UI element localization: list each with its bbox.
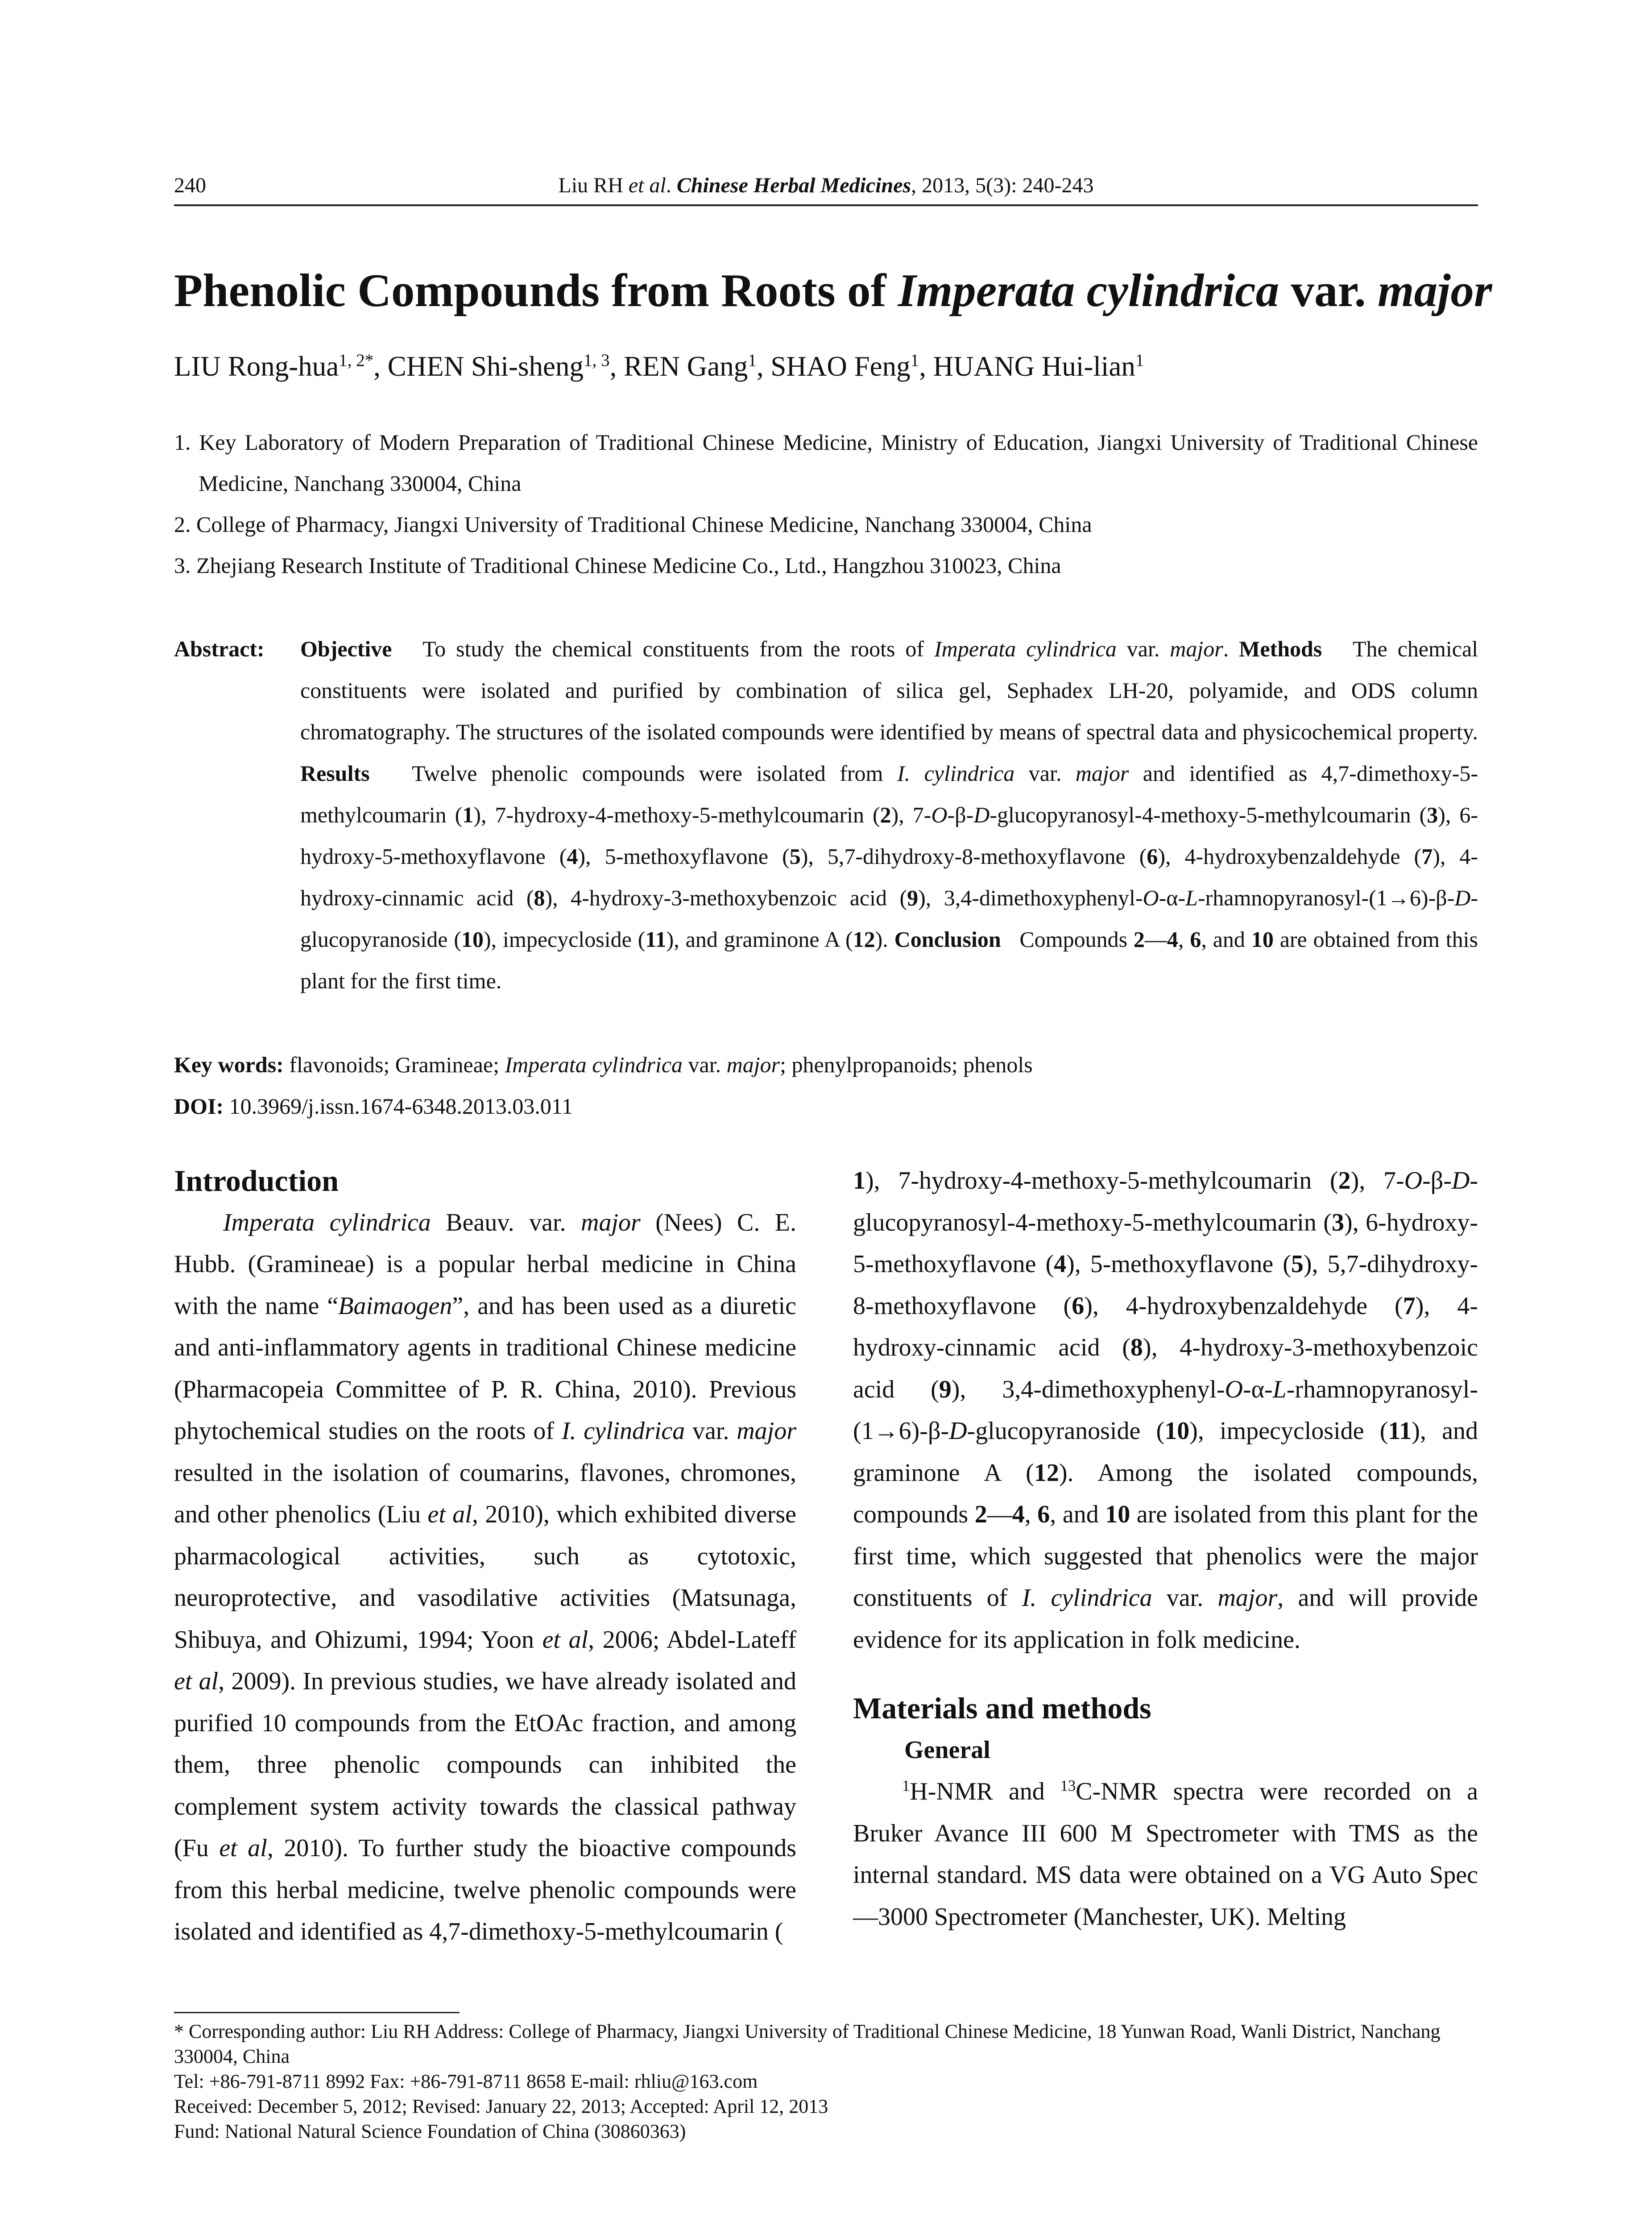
- author-affiliation-mark: 1: [1135, 351, 1144, 370]
- body-text: ), 7-: [1350, 1167, 1404, 1194]
- abstract-text: ), 6-hydroxy-5-methoxyflavone (: [300, 802, 1478, 869]
- abstract-text: ), 4-hydroxy-cinnamic acid (: [300, 844, 1478, 910]
- abstract-text: Twelve phenolic compounds were isolated from: [412, 761, 897, 786]
- herb-name: Baimaogen: [338, 1292, 452, 1320]
- abstract-body: [300, 628, 1478, 1002]
- compound-number: 3: [1427, 802, 1438, 827]
- body-text: ”, and has been used as a diuretic and anti-inflammatory agents in traditional Chinese medicine (Pharmacopeia Committee of P. R. China, 2010). Previous phytochemical studies on the roots of: [174, 1292, 796, 1445]
- body-text: var.: [1152, 1584, 1218, 1612]
- objective-label: Objective: [300, 636, 392, 661]
- species-name: I. cylindrica: [561, 1417, 685, 1445]
- general-paragraph: [853, 1771, 1478, 1938]
- abstract-text: and identified as 4,7-dimethoxy-5-methylcoumarin (: [300, 761, 1478, 827]
- variety-name: major: [1075, 761, 1129, 786]
- body-text: , 2010). To further study the bioactive compounds from this herbal medicine, twelve phenolic compounds were isolated and identified as 4,7-dimethoxy-5-methylcoumarin (: [174, 1834, 796, 1945]
- compound-number: 2: [974, 1501, 987, 1528]
- compound-number: 3: [1331, 1208, 1344, 1236]
- body-text: -glucopyranoside (: [967, 1417, 1165, 1445]
- isotope-superscript: 13: [1060, 1777, 1076, 1795]
- abstract-text: The chemical constituents were isolated and purified by combination of silica gel, Sephadex LH-20, polyamide, and ODS column chromatography. The structures of the isolated compounds were identified by means of spectral data and physicochemical property.: [300, 636, 1478, 744]
- abstract-text: are obtained from this plant for the first time.: [300, 927, 1478, 993]
- citation-author: Liu RH: [558, 174, 629, 197]
- compound-number: 12: [1034, 1459, 1059, 1487]
- abstract-text: ).: [875, 927, 894, 952]
- compound-number: 6: [1147, 844, 1158, 869]
- abstract-text: ,: [1178, 927, 1190, 952]
- footnote-dates: Received: December 5, 2012; Revised: January 22, 2013; Accepted: April 12, 2013: [174, 2095, 828, 2117]
- body-text: C-NMR spectra were recorded on a Bruker Avance III 600 M Spectrometer with TMS as the internal standard. MS data were obtained on a VG Auto Spec—3000 Spectrometer (Manchester, UK). Melting: [853, 1778, 1478, 1931]
- compound-number: 4: [1167, 927, 1178, 952]
- body-text: —: [987, 1501, 1012, 1528]
- citation-etal: et al: [628, 174, 666, 197]
- body-text: ), 5,7-dihydroxy-8-methoxyflavone (: [853, 1250, 1478, 1320]
- abstract-text: ), 7-: [891, 802, 932, 827]
- body-text: ), 4-hydroxy-3-methoxybenzoic acid (: [853, 1334, 1478, 1403]
- compound-number: 4: [1054, 1250, 1067, 1278]
- body-text: , 2006; Abdel-Lateff: [588, 1626, 797, 1654]
- variety-name: major: [726, 1052, 780, 1077]
- species-name: I. cylindrica: [897, 761, 1015, 786]
- compound-number: 4: [1012, 1501, 1025, 1528]
- right-column: [853, 1160, 1478, 1938]
- abstract-label: Abstract:: [174, 636, 265, 661]
- abstract-text: ), and graminone A (: [666, 927, 853, 952]
- italic-prefix: L: [1272, 1375, 1287, 1403]
- keywords-text: ; phenylpropanoids; phenols: [780, 1052, 1033, 1077]
- abstract-text: ), 5-methoxyflavone (: [578, 844, 790, 869]
- doi-value: 10.3969/j.issn.1674-6348.2013.03.011: [224, 1094, 573, 1119]
- compound-number: 6: [1072, 1292, 1085, 1320]
- keywords-text: flavonoids; Gramineae;: [283, 1052, 505, 1077]
- compound-number: 1: [462, 802, 474, 827]
- compound-number: 4: [567, 844, 578, 869]
- abstract-text: ), 7-hydroxy-4-methoxy-5-methylcoumarin (: [473, 802, 880, 827]
- species-name: I. cylindrica: [1022, 1584, 1152, 1612]
- doi-label: DOI:: [174, 1094, 224, 1119]
- abstract-text: -rhamnopyranosyl-(1→6)-β-: [1197, 885, 1455, 910]
- body-text: , and will provide evidence for its application in folk medicine.: [853, 1584, 1478, 1654]
- methods-label: Methods: [1239, 636, 1322, 661]
- section-spacer: [853, 1661, 1478, 1688]
- left-column: [174, 1160, 796, 1953]
- compound-number: 11: [1388, 1417, 1412, 1445]
- compound-number: 1: [853, 1167, 865, 1194]
- doi: [174, 1086, 1478, 1127]
- citation-dot: .: [666, 174, 677, 197]
- footnote-corresponding: * Corresponding author: Liu RH Address: College of Pharmacy, Jiangxi University of Traditional Chinese Medicine, 18 Yunwan Road, Wanli District, Nanchang 330004, China: [174, 2020, 1441, 2067]
- author-name: , REN Gang: [609, 351, 748, 382]
- keywords-label: Key words:: [174, 1052, 284, 1077]
- compound-number: 2: [880, 802, 891, 827]
- body-text: are isolated from this plant for the first time, which suggested that phenolics were the major constituents of: [853, 1501, 1478, 1612]
- body-text: ), 7-hydroxy-4-methoxy-5-methylcoumarin (: [865, 1167, 1338, 1194]
- compound-number: 10: [1105, 1501, 1130, 1528]
- page-number: 240: [174, 174, 206, 197]
- keywords-block: [174, 1044, 1478, 1127]
- citation-rest: , 2013, 5(3): 240-243: [911, 174, 1094, 197]
- et-al: et al: [542, 1626, 588, 1654]
- italic-prefix: O: [1143, 885, 1159, 910]
- variety-name: major: [581, 1208, 641, 1236]
- species-name: Imperata cylindrica: [223, 1208, 431, 1236]
- et-al: et al: [427, 1501, 472, 1528]
- conclusion-label: Conclusion: [894, 927, 1001, 952]
- body-text: -glucopyranosyl-4-methoxy-5-methylcoumarin (: [853, 1167, 1478, 1236]
- abstract-text: var.: [1014, 761, 1076, 786]
- abstract-text: ), 4-hydroxy-3-methoxybenzoic acid (: [545, 885, 907, 910]
- et-al: et al: [219, 1834, 267, 1862]
- compound-number: 11: [645, 927, 667, 952]
- keywords: [174, 1044, 1478, 1086]
- body-text: ), 5-methoxyflavone (: [1066, 1250, 1291, 1278]
- compound-number: 9: [907, 885, 919, 910]
- author-name: LIU Rong-hua: [174, 351, 339, 382]
- body-text: ), 4-hydroxy-cinnamic acid (: [853, 1292, 1478, 1361]
- abstract-text: Compounds: [1019, 927, 1134, 952]
- affiliation-1: 1. Key Laboratory of Modern Preparation of Traditional Chinese Medicine, Ministry of Education, Jiangxi University of Traditional Chinese Medicine, Nanchang 330004, China: [174, 430, 1478, 496]
- compound-number: 5: [789, 844, 801, 869]
- variety-name: major: [1170, 636, 1223, 661]
- footnote-contact: Tel: +86-791-8711 8992 Fax: +86-791-8711 8658 E-mail: rhliu@163.com: [174, 2070, 758, 2092]
- body-text: ), 4-hydroxybenzaldehyde (: [1084, 1292, 1403, 1320]
- compound-number: 6: [1037, 1501, 1050, 1528]
- abstract-text: var.: [1116, 636, 1170, 661]
- footnote-fund: Fund: National Natural Science Foundation of China (30860363): [174, 2120, 686, 2142]
- introduction-heading: Introduction: [174, 1164, 339, 1198]
- author-affiliation-mark: 1, 3: [584, 351, 610, 370]
- species-name: Imperata cylindrica: [934, 636, 1117, 661]
- abstract-text: -β-: [947, 802, 974, 827]
- title-part: var.: [1279, 264, 1378, 316]
- abstract-text: ), 3,4-dimethoxyphenyl-: [918, 885, 1143, 910]
- paper-title: [174, 263, 1492, 317]
- isotope-superscript: 1: [902, 1777, 910, 1795]
- italic-prefix: O: [1404, 1167, 1423, 1194]
- body-text: (Nees) C. E. Hubb. (Gramineae) is a popular herbal medicine in China with the name “: [174, 1208, 796, 1320]
- italic-prefix: D: [1451, 1167, 1470, 1194]
- author-name: , CHEN Shi-sheng: [373, 351, 584, 382]
- compound-number: 8: [1130, 1334, 1143, 1361]
- abstract-text: To study the chemical constituents from the roots of: [422, 636, 934, 661]
- italic-prefix: D: [949, 1417, 967, 1445]
- abstract-text: -glucopyranoside (: [300, 885, 1478, 952]
- title-part: Phenolic Compounds from Roots of: [174, 264, 898, 316]
- abstract-text: -glucopyranosyl-4-methoxy-5-methylcoumarin (: [990, 802, 1427, 827]
- italic-prefix: O: [1225, 1375, 1243, 1403]
- keywords-text: var.: [683, 1052, 727, 1077]
- abstract-text: .: [1223, 636, 1239, 661]
- abstract-text: ), 4-hydroxybenzaldehyde (: [1158, 844, 1422, 869]
- abstract-text: —: [1144, 927, 1167, 952]
- author-name: , HUANG Hui-lian: [919, 351, 1135, 382]
- compound-number: 10: [1164, 1417, 1190, 1445]
- italic-prefix: D: [1454, 885, 1471, 910]
- body-text: H-NMR and: [910, 1778, 1060, 1805]
- body-text: ), 6-hydroxy-5-methoxyflavone (: [853, 1208, 1478, 1278]
- body-text: ), impecycloside (: [1189, 1417, 1388, 1445]
- results-label: Results: [300, 761, 370, 786]
- body-text: Beauv. var.: [431, 1208, 581, 1236]
- footnote: [174, 2019, 1478, 2144]
- compound-number: 5: [1291, 1250, 1304, 1278]
- compound-number: 10: [461, 927, 484, 952]
- author-affiliation-mark: 1, 2*: [339, 351, 374, 370]
- compound-number: 6: [1190, 927, 1201, 952]
- body-text: , 2010), which exhibited diverse pharmacological activities, such as cytotoxic, neuroprotective, and vasodilative activities (Matsunaga, Shibuya, and Ohizumi, 1994; Yoon: [174, 1501, 796, 1654]
- compound-number: 2: [1338, 1167, 1351, 1194]
- italic-prefix: L: [1185, 885, 1198, 910]
- variety-name: major: [737, 1417, 797, 1445]
- author-affiliation-mark: 1: [910, 351, 919, 370]
- journal-citation: [174, 173, 1478, 198]
- compound-number: 10: [1251, 927, 1274, 952]
- body-text: , and: [1050, 1501, 1105, 1528]
- author-list: [174, 350, 1478, 383]
- affiliation-3: 3. Zhejiang Research Institute of Traditional Chinese Medicine Co., Ltd., Hangzhou 310023, China: [174, 553, 1061, 578]
- compound-number: 7: [1421, 844, 1433, 869]
- variety-name: major: [1217, 1584, 1278, 1612]
- affiliation-list: [174, 422, 1478, 586]
- compound-number: 7: [1403, 1292, 1416, 1320]
- body-text: resulted in the isolation of coumarins, flavones, chromones, and other phenolics (Liu: [174, 1459, 796, 1528]
- compound-number: 8: [534, 885, 545, 910]
- italic-prefix: D: [973, 802, 990, 827]
- body-text: var.: [685, 1417, 737, 1445]
- author-affiliation-mark: 1: [748, 351, 757, 370]
- author-name: , SHAO Feng: [756, 351, 911, 382]
- citation-journal: Chinese Herbal Medicines: [676, 174, 911, 197]
- body-text: ,: [1024, 1501, 1038, 1528]
- abstract-text: , and: [1201, 927, 1251, 952]
- body-text: -rhamnopyranosyl-(1→6)-β-: [853, 1375, 1478, 1445]
- title-variety: major: [1377, 264, 1492, 316]
- abstract-text: ), 5,7-dihydroxy-8-methoxyflavone (: [800, 844, 1147, 869]
- header-rule: [174, 204, 1478, 206]
- materials-heading: Materials and methods: [853, 1691, 1151, 1725]
- introduction-continued: [853, 1160, 1478, 1661]
- running-header: [174, 173, 1478, 204]
- body-text: , 2009). In previous studies, we have already isolated and purified 10 compounds from the EtOAc fraction, and among them, three phenolic compounds can inhibited the complement system activity towards the classical pathway (Fu: [174, 1667, 796, 1862]
- et-al: et al: [174, 1667, 219, 1695]
- species-name: Imperata cylindrica: [505, 1052, 683, 1077]
- general-subheading: General: [904, 1736, 990, 1764]
- compound-number: 9: [939, 1375, 952, 1403]
- affiliation-2: 2. College of Pharmacy, Jiangxi University of Traditional Chinese Medicine, Nanchang 330004, China: [174, 512, 1092, 537]
- italic-prefix: O: [931, 802, 948, 827]
- footnote-rule: [174, 2012, 460, 2013]
- body-text: -β-: [1422, 1167, 1452, 1194]
- abstract-text: -α-: [1159, 885, 1186, 910]
- body-text: ), 3,4-dimethoxyphenyl-: [951, 1375, 1225, 1403]
- compound-number: 2: [1133, 927, 1145, 952]
- body-text: ), and graminone A (: [853, 1417, 1478, 1487]
- title-species: Imperata cylindrica: [898, 264, 1279, 316]
- body-text: -α-: [1242, 1375, 1273, 1403]
- compound-number: 12: [853, 927, 875, 952]
- abstract-text: ), impecycloside (: [484, 927, 646, 952]
- introduction-paragraph: [174, 1202, 796, 1953]
- body-text: ). Among the isolated compounds, compounds: [853, 1459, 1478, 1528]
